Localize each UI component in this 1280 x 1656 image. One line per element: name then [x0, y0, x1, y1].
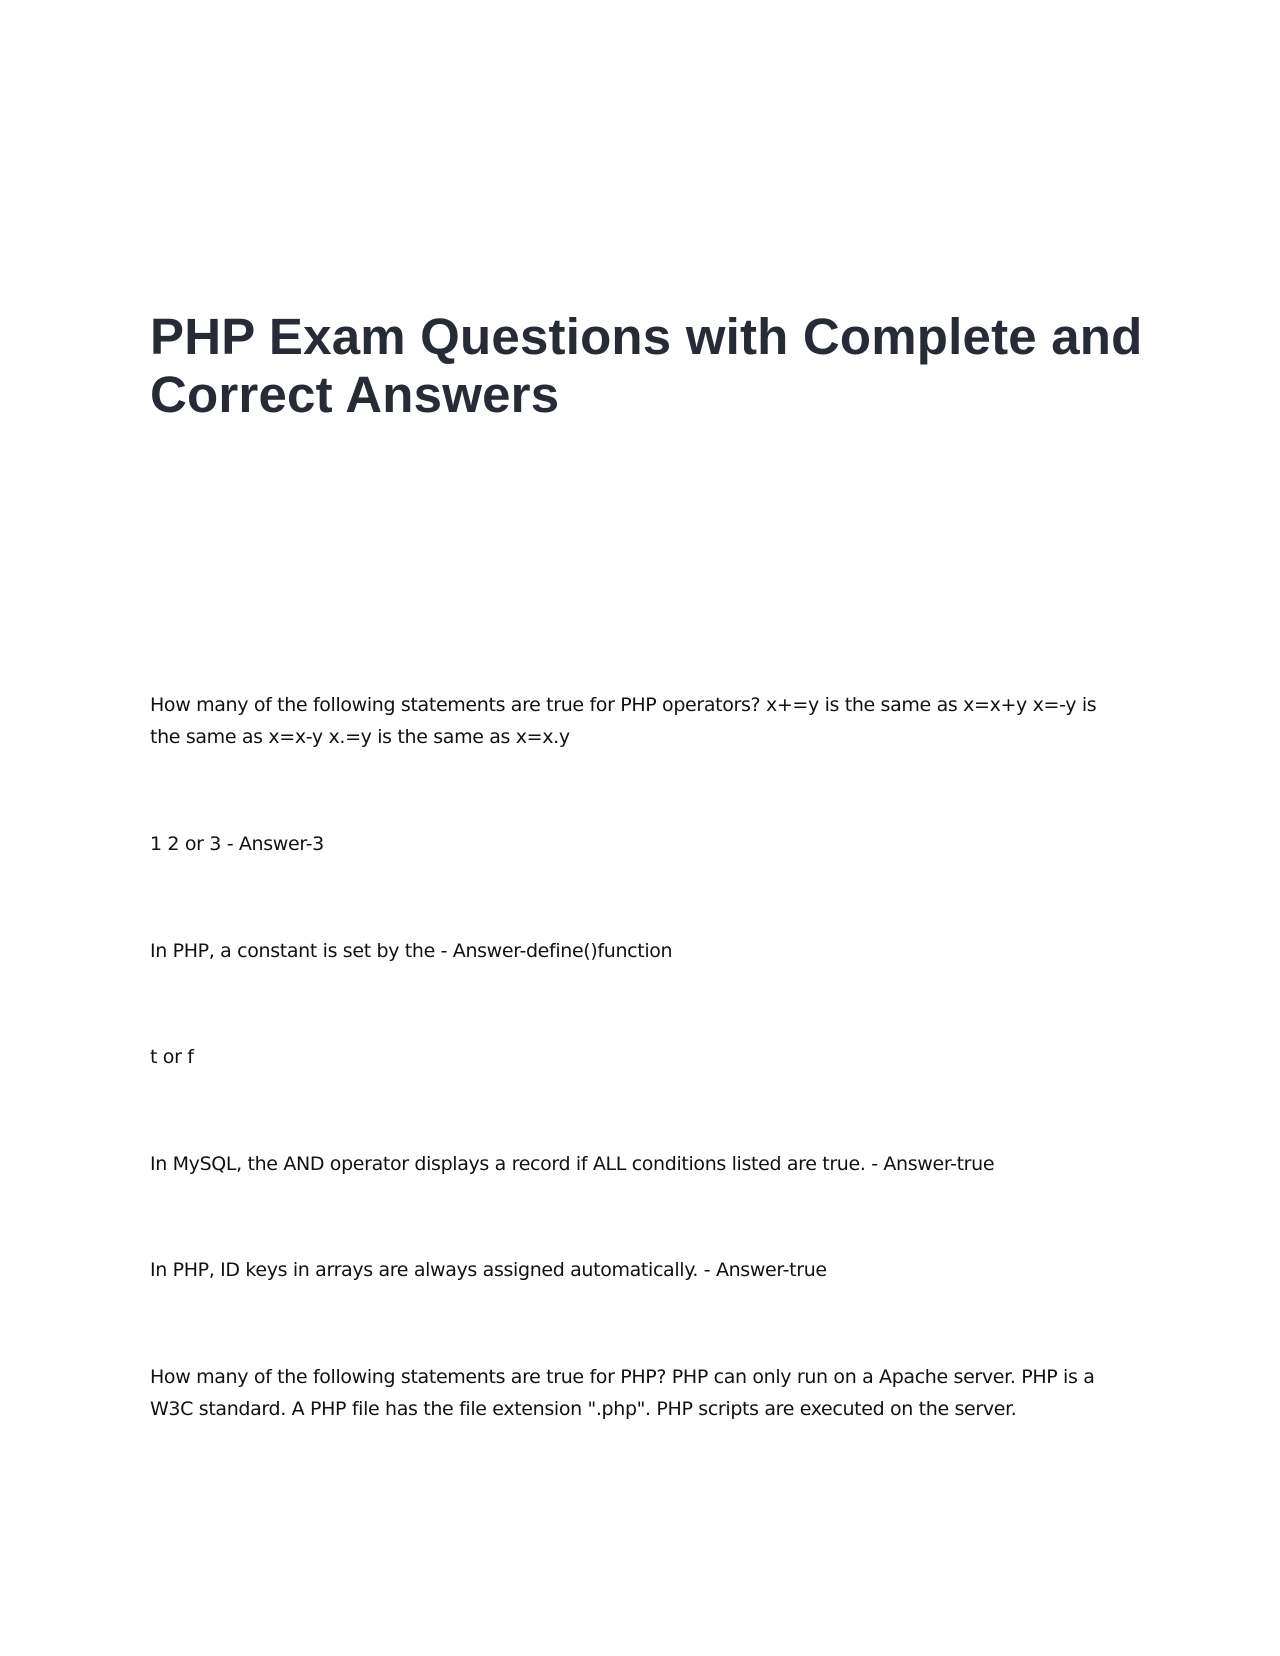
question-paragraph: How many of the following statements are true for PHP? PHP can only run on a Apache server. PHP is a W3C standard. A PHP file has the file extension ".php". PHP scripts are executed on the server.: [150, 1366, 1095, 1420]
question-answer-paragraph: In PHP, ID keys in arrays are always assigned automatically. - Answer-true: [150, 1259, 827, 1281]
answer-paragraph: 1 2 or 3 - Answer-3: [150, 833, 324, 855]
question-answer-paragraph: In PHP, a constant is set by the - Answer-define()function: [150, 940, 673, 962]
question-answer-paragraph: In MySQL, the AND operator displays a record if ALL conditions listed are true. - Answer-true: [150, 1153, 995, 1175]
section-label-paragraph: t or f: [150, 1046, 194, 1068]
question-paragraph: How many of the following statements are true for PHP operators? x+=y is the same as x=x+y x=-y is the same as x=x-y x.=y is the same as x=x.y: [150, 694, 1097, 748]
document-title: PHP Exam Questions with Complete and Correct Answers: [150, 308, 1143, 423]
